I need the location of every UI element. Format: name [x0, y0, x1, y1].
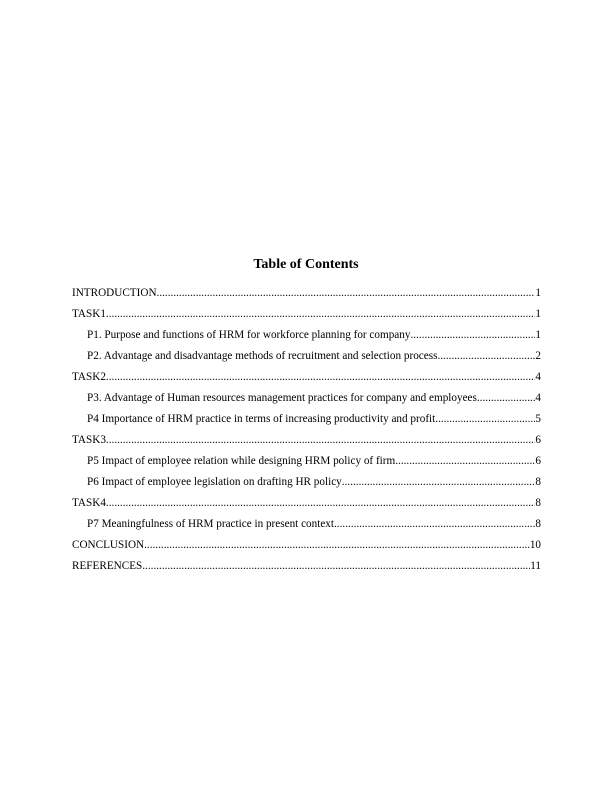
toc-entry-p6[interactable] [72, 475, 541, 496]
toc-dot-leader [435, 412, 535, 426]
toc-entry-label: TASK1 [72, 308, 106, 320]
toc-entry-page: 4 [535, 392, 541, 404]
toc-entry-label: INTRODUCTION [72, 287, 157, 299]
toc-dot-leader [106, 433, 535, 447]
toc-entry-label: P5 Impact of employee relation while designing HRM policy of firm [87, 455, 396, 467]
toc-entry-label: REFERENCES [72, 560, 143, 572]
toc-list [72, 286, 541, 580]
toc-entry-label: P2. Advantage and disadvantage methods of recruitment and selection process [87, 350, 438, 362]
toc-dot-leader [106, 496, 535, 510]
toc-dot-leader [106, 307, 535, 321]
toc-entry-page: 6 [535, 434, 541, 446]
toc-dot-leader [342, 475, 536, 489]
toc-dot-leader [144, 538, 530, 552]
toc-dot-leader [395, 454, 535, 468]
toc-dot-leader [106, 370, 535, 384]
toc-entry-p4[interactable] [72, 412, 541, 433]
toc-entry-page: 4 [535, 371, 541, 383]
toc-entry-task3[interactable] [72, 433, 541, 454]
toc-entry-page: 6 [535, 455, 541, 467]
toc-dot-leader [477, 391, 536, 405]
toc-entry-task1[interactable] [72, 307, 541, 328]
toc-entry-label: TASK3 [72, 434, 106, 446]
toc-entry-references[interactable] [72, 559, 541, 580]
toc-entry-page: 10 [529, 539, 541, 551]
toc-entry-label: P6 Impact of employee legislation on drafting HR policy [87, 476, 342, 488]
toc-entry-page: 8 [535, 497, 541, 509]
toc-entry-page: 5 [535, 413, 541, 425]
toc-entry-label: P1. Purpose and functions of HRM for workforce planning for company [87, 329, 411, 341]
toc-entry-page: 1 [535, 308, 541, 320]
toc-entry-label: P3. Advantage of Human resources management practices for company and employees [87, 392, 477, 404]
toc-entry-label: CONCLUSION [72, 539, 145, 551]
toc-entry-p7[interactable] [72, 517, 541, 538]
toc-dot-leader [142, 559, 530, 573]
toc-entry-label: TASK2 [72, 371, 106, 383]
toc-entry-task2[interactable] [72, 370, 541, 391]
toc-dot-leader [437, 349, 535, 363]
toc-title: Table of Contents [253, 257, 359, 272]
toc-entry-page: 1 [535, 287, 541, 299]
toc-entry-introduction[interactable] [72, 286, 541, 307]
toc-dot-leader [410, 328, 535, 342]
toc-entry-page: 8 [535, 476, 541, 488]
toc-entry-page: 1 [535, 329, 541, 341]
toc-entry-page: 2 [535, 350, 541, 362]
toc-entry-p3[interactable] [72, 391, 541, 412]
toc-entry-conclusion[interactable] [72, 538, 541, 559]
toc-entry-label: P7 Meaningfulness of HRM practice in present context [87, 518, 334, 530]
toc-entry-task4[interactable] [72, 496, 541, 517]
toc-entry-p1[interactable] [72, 328, 541, 349]
toc-entry-label: TASK4 [72, 497, 106, 509]
toc-dot-leader [334, 517, 535, 531]
toc-entry-page: 11 [530, 560, 541, 572]
toc-entry-label: P4 Importance of HRM practice in terms of increasing productivity and profit [87, 413, 436, 425]
toc-entry-p5[interactable] [72, 454, 541, 475]
toc-entry-page: 8 [535, 518, 541, 530]
toc-dot-leader [157, 286, 536, 300]
toc-entry-p2[interactable] [72, 349, 541, 370]
